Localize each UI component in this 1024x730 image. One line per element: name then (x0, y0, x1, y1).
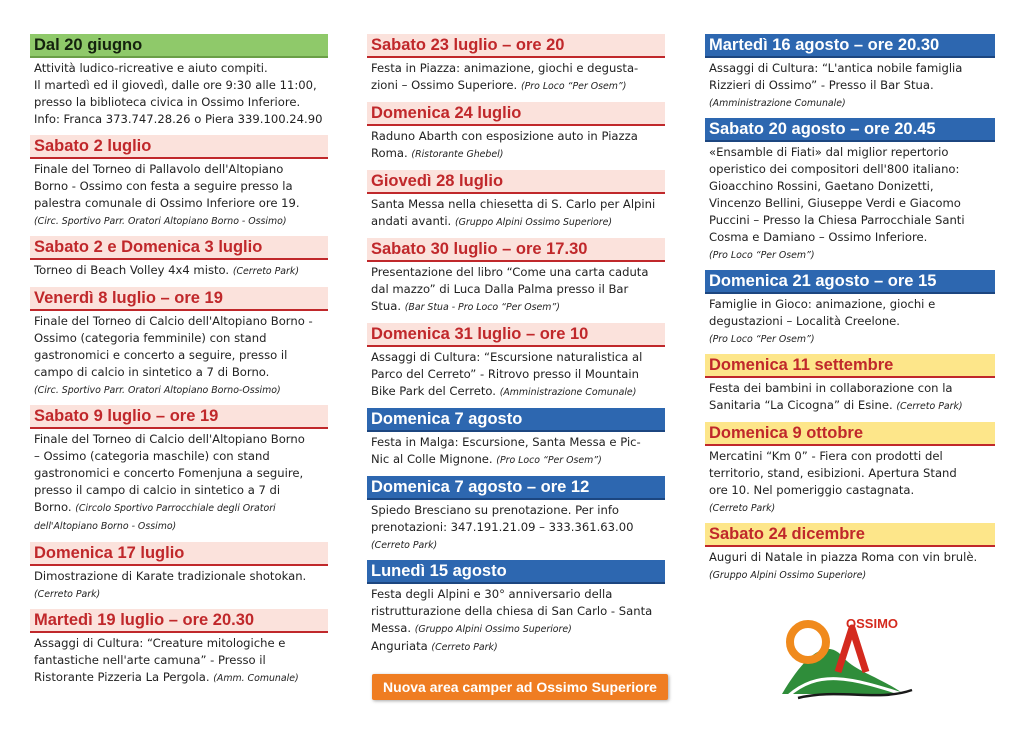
event-organizer: (Cerreto Park) (896, 401, 963, 412)
event-date-heading: Lunedì 15 agosto (367, 560, 665, 584)
ossimo-logo (778, 610, 918, 702)
event-description (30, 260, 328, 280)
description-line: Parco del Cerreto” - Ritrovo presso il Mountain (371, 367, 639, 381)
event-description (30, 566, 328, 602)
description-line: Info: Franca 373.747.28.26 o Piera 339.100.24.90 (34, 112, 323, 126)
description-line: ristrutturazione della chiesa di San Carlo - Santa (371, 604, 653, 618)
event-organizer: (Gruppo Alpini Ossimo Superiore) (454, 217, 613, 228)
description-line: Cosma e Damiano – Ossimo Inferiore. (709, 230, 928, 244)
event-description (705, 378, 995, 415)
description-line: Auguri di Natale in piazza Roma con vin brulè. (709, 550, 978, 564)
description-line: Spiedo Bresciano su prenotazione. Per info (371, 503, 620, 517)
event-description (367, 432, 665, 469)
logo-sun-icon (790, 624, 826, 660)
event-description (30, 159, 328, 229)
description-line: Raduno Abarth con esposizione auto in Piazza (371, 129, 638, 143)
event-date-heading: Sabato 24 dicembre (705, 523, 995, 547)
event-description (367, 194, 665, 231)
description-line: Bike Park del Cerreto. (371, 384, 496, 398)
description-line: gastronomici e concerto a seguire, presso il (34, 348, 288, 362)
event-date-heading: Domenica 9 ottobre (705, 422, 995, 446)
description-line: campo di calcio in sintetico a 7 di Borno. (34, 365, 270, 379)
column-1 (30, 34, 328, 694)
event-block (30, 236, 328, 280)
description-line: Attività ludico-ricreative e aiuto compiti. (34, 61, 268, 75)
event-date-heading: Sabato 23 luglio – ore 20 (367, 34, 665, 58)
event-block (367, 102, 665, 163)
description-line: palestra comunale di Ossimo Inferiore ore 19. (34, 196, 300, 210)
description-line: andati avanti. (371, 214, 452, 228)
camper-area-banner[interactable]: Nuova area camper ad Ossimo Superiore (372, 674, 668, 700)
description-line: Rizzieri di Ossimo” - Presso il Bar Stua. (709, 78, 934, 92)
event-description (30, 429, 328, 535)
event-block (705, 34, 995, 111)
event-description (705, 446, 995, 516)
event-date-heading: Martedì 16 agosto – ore 20.30 (705, 34, 995, 58)
description-line: Gioacchino Rossini, Gaetano Donizetti, (709, 179, 934, 193)
description-line: Dimostrazione di Karate tradizionale shotokan. (34, 569, 307, 583)
description-line: territorio, stand, esibizioni. Apertura Stand (709, 466, 957, 480)
event-description (367, 347, 665, 401)
description-line: Finale del Torneo di Pallavolo dell'Altopiano (34, 162, 284, 176)
description-line: presso il campo di calcio in sintetico a 7 di (34, 483, 281, 497)
event-description (367, 126, 665, 163)
description-line: Borno - Ossimo con festa a seguire presso la (34, 179, 293, 193)
event-description (367, 58, 665, 95)
description-line: Messa. (371, 621, 412, 635)
column-2 (367, 34, 665, 663)
event-block (30, 135, 328, 229)
event-description (705, 547, 995, 583)
event-date-heading: Domenica 7 agosto (367, 408, 665, 432)
event-date-heading: Domenica 24 luglio (367, 102, 665, 126)
event-block (367, 476, 665, 553)
description-line: dal mazzo” di Luca Dalla Palma presso il Bar (371, 282, 629, 296)
description-line: Stua. (371, 299, 402, 313)
event-date-heading: Sabato 9 luglio – ore 19 (30, 405, 328, 429)
event-organizer: (Bar Stua - Pro Loco “Per Osem”) (404, 302, 560, 313)
event-description (705, 142, 995, 263)
event-description (30, 311, 328, 398)
event-organizer: (Amministrazione Comunale) (499, 387, 637, 398)
description-line: Assaggi di Cultura: “Escursione naturalistica al (371, 350, 643, 364)
event-date-heading: Domenica 17 luglio (30, 542, 328, 566)
description-line: Assaggi di Cultura: “Creature mitologiche e (34, 636, 286, 650)
event-description (367, 500, 665, 553)
event-block (367, 323, 665, 401)
event-block (30, 609, 328, 687)
event-block (705, 354, 995, 415)
description-line: «Ensamble di Fiati» dal miglior repertorio (709, 145, 949, 159)
description-line: Festa dei bambini in collaborazione con la (709, 381, 953, 395)
event-date-heading: Sabato 2 e Domenica 3 luglio (30, 236, 328, 260)
description-line: Mercatini “Km 0” - Fiera con prodotti del (709, 449, 943, 463)
description-line: Vincenzo Bellini, Giuseppe Verdi e Giacomo (709, 196, 961, 210)
event-description (705, 294, 995, 347)
description-line: operistico dei compositori dell'800 italiano: (709, 162, 960, 176)
event-organizer: (Pro Loco “Per Osem”) (709, 250, 815, 261)
description-line: fantastiche nell'arte camuna” - Presso il (34, 653, 266, 667)
event-block (705, 118, 995, 263)
description-line: Festa in Piazza: animazione, giochi e degusta- (371, 61, 639, 75)
event-date-heading: Domenica 11 settembre (705, 354, 995, 378)
extra-event: Anguriata (371, 639, 428, 653)
event-organizer: (Circ. Sportivo Parr. Oratori Altopiano Borno-Ossimo) (34, 385, 281, 396)
event-date-heading: Giovedì 28 luglio (367, 170, 665, 194)
event-date-heading: Dal 20 giugno (30, 34, 328, 58)
event-description (30, 58, 328, 128)
event-organizer: (Pro Loco “Per Osem”) (520, 81, 627, 92)
description-line: Presentazione del libro “Come una carta caduta (371, 265, 649, 279)
event-block (367, 408, 665, 469)
description-line: gastronomici e concerto Fomenjuna a seguire, (34, 466, 304, 480)
event-block (367, 238, 665, 316)
description-line: Torneo di Beach Volley 4x4 misto. (34, 263, 230, 277)
event-date-heading: Domenica 31 luglio – ore 10 (367, 323, 665, 347)
event-block (30, 405, 328, 535)
description-line: Famiglie in Gioco: animazione, giochi e (709, 297, 936, 311)
description-line: Sanitaria “La Cicogna” di Esine. (709, 398, 893, 412)
event-organizer: (Circolo Sportivo Parrocchiale degli Oratori dell'Altopiano Borno - Ossimo) (34, 503, 276, 532)
event-organizer: (Amministrazione Comunale) (709, 98, 846, 109)
event-date-heading: Domenica 21 agosto – ore 15 (705, 270, 995, 294)
event-block (30, 34, 328, 128)
description-line: Assaggi di Cultura: “L'antica nobile famiglia (709, 61, 963, 75)
description-line: Nic al Colle Mignone. (371, 452, 493, 466)
event-organizer: (Amm. Comunale) (213, 673, 299, 684)
description-line: Puccini – Presso la Chiesa Parrocchiale Santi (709, 213, 965, 227)
event-block (367, 560, 665, 656)
description-line: Festa degli Alpini e 30° anniversario della (371, 587, 613, 601)
event-description (705, 58, 995, 111)
event-date-heading: Sabato 30 luglio – ore 17.30 (367, 238, 665, 262)
event-organizer: (Cerreto Park) (232, 266, 299, 277)
description-line: Finale del Torneo di Calcio dell'Altopiano Borno (34, 432, 305, 446)
event-date-heading: Martedì 19 luglio – ore 20.30 (30, 609, 328, 633)
event-organizer: (Cerreto Park) (371, 540, 438, 551)
event-block (705, 523, 995, 583)
event-date-heading: Sabato 20 agosto – ore 20.45 (705, 118, 995, 142)
description-line: presso la biblioteca civica in Ossimo Inferiore. (34, 95, 301, 109)
event-organizer: (Gruppo Alpini Ossimo Superiore) (709, 570, 867, 581)
logo-text: OSSIMO (846, 616, 899, 631)
description-line: Roma. (371, 146, 408, 160)
event-organizer: (Pro Loco “Per Osem”) (496, 455, 602, 466)
event-block (30, 542, 328, 602)
event-block (705, 422, 995, 516)
event-organizer: (Cerreto Park) (709, 503, 776, 514)
event-organizer: (Gruppo Alpini Ossimo Superiore) (414, 624, 572, 635)
event-organizer: (Circ. Sportivo Parr. Oratori Altopiano Borno - Ossimo) (34, 216, 287, 227)
description-line: zioni – Ossimo Superiore. (371, 78, 518, 92)
event-organizer: (Pro Loco “Per Osem”) (709, 334, 815, 345)
event-description (367, 584, 665, 656)
event-block (367, 34, 665, 95)
description-line: Ossimo (categoria femminile) con stand (34, 331, 267, 345)
description-line: degustazioni – Località Creelone. (709, 314, 900, 328)
description-line: Il martedì ed il giovedì, dalle ore 9:30 alle 11:00, (34, 78, 317, 92)
event-block (30, 287, 328, 398)
event-date-heading: Sabato 2 luglio (30, 135, 328, 159)
description-line: Festa in Malga: Escursione, Santa Messa e Pic- (371, 435, 641, 449)
description-line: Santa Messa nella chiesetta di S. Carlo per Alpini (371, 197, 656, 211)
event-organizer: (Ristorante Ghebel) (411, 149, 504, 160)
description-line: ore 10. Nel pomeriggio castagnata. (709, 483, 915, 497)
event-organizer: (Cerreto Park) (431, 642, 498, 653)
event-date-heading: Domenica 7 agosto – ore 12 (367, 476, 665, 500)
event-block (705, 270, 995, 347)
description-line: Ristorante Pizzeria La Pergola. (34, 670, 210, 684)
event-date-heading: Venerdì 8 luglio – ore 19 (30, 287, 328, 311)
description-line: Borno. (34, 500, 72, 514)
event-description (30, 633, 328, 687)
description-line: – Ossimo (categoria maschile) con stand (34, 449, 270, 463)
event-description (367, 262, 665, 316)
event-organizer: (Cerreto Park) (34, 589, 101, 600)
event-block (367, 170, 665, 231)
column-3 (705, 34, 995, 590)
description-line: Finale del Torneo di Calcio dell'Altopiano Borno - (34, 314, 313, 328)
description-line: prenotazioni: 347.191.21.09 – 333.361.63.00 (371, 520, 634, 534)
